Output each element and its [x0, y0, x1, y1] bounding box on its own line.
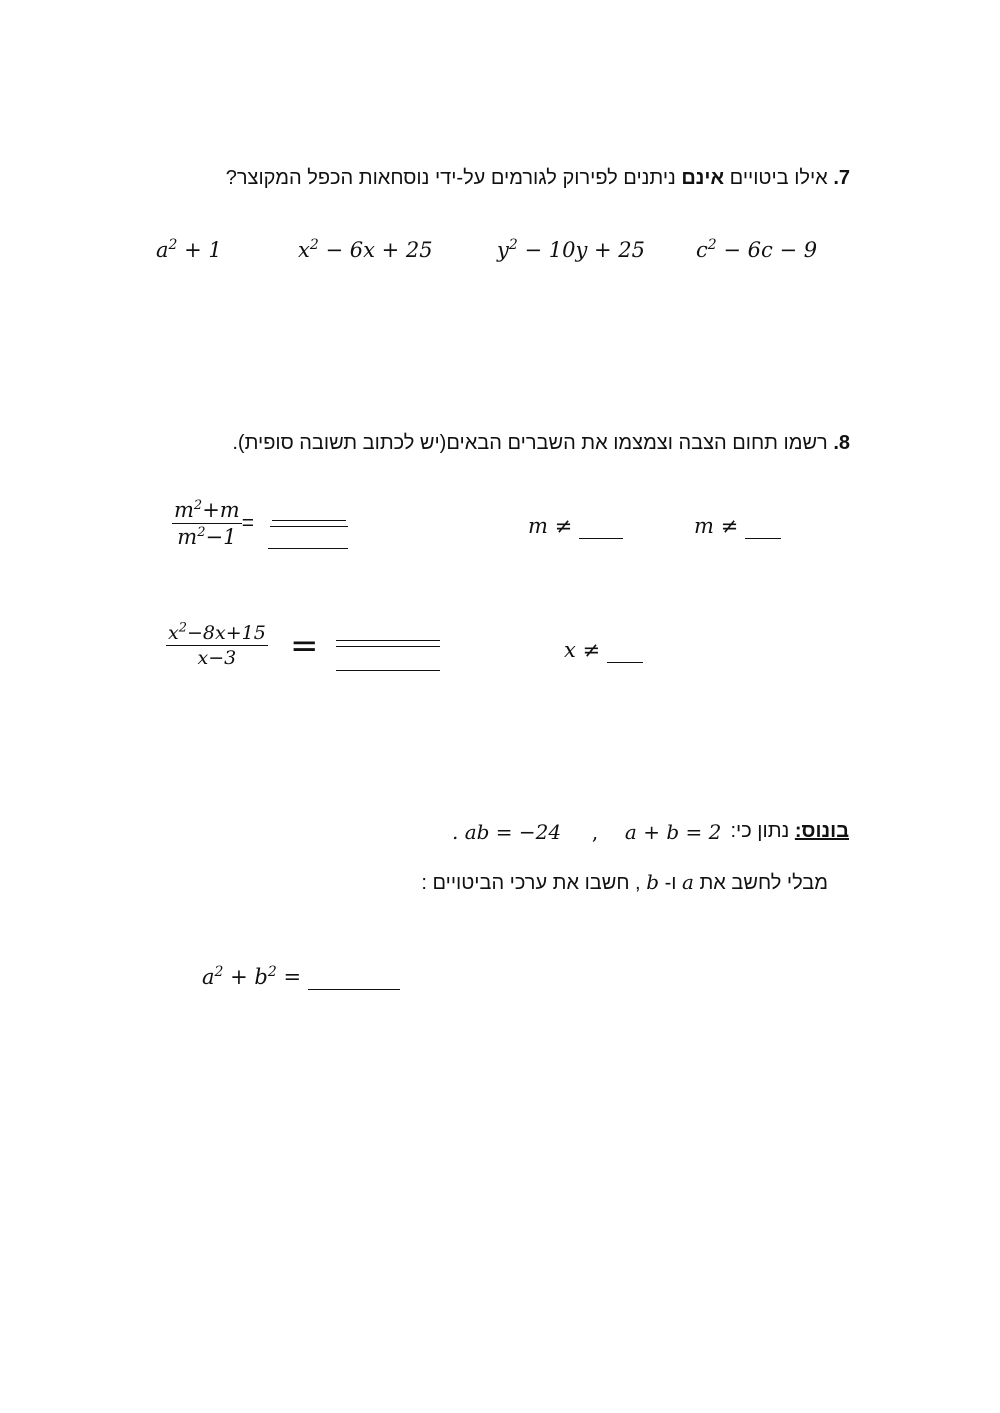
q8-prompt [232, 432, 850, 455]
fraction-2-answer-line [336, 646, 440, 647]
q7-text-bold: אינם [681, 167, 725, 189]
q7-text-after: ניתנים לפירוק לגורמים על-ידי נוסחאות הכפל המקוצר? [225, 167, 676, 189]
fraction-2-answer-denominator-blank[interactable] [336, 670, 440, 671]
bonus-separator: , [591, 820, 599, 844]
bonus-given-line [731, 820, 850, 843]
fraction-1-answer-denominator-blank[interactable] [268, 548, 348, 549]
bonus-equations [452, 820, 721, 844]
fraction-2-answer-numerator-blank[interactable] [336, 640, 440, 641]
q7-number: 7. [833, 167, 850, 189]
fraction-2-expression: $\frac{x^2-8x+15}{x-3}$ [168, 620, 266, 669]
fraction-1-expression: $\frac{m^2+m}{m^2-1}$ [174, 498, 240, 549]
q8-fraction-2 [166, 622, 268, 669]
domain-1a: m ≠ [528, 514, 623, 539]
bonus-given-text: נתון כי: [730, 820, 790, 842]
domain-2-blank[interactable] [607, 638, 643, 663]
fraction-1-equals: = [241, 511, 254, 535]
bonus-eq2: . ab = −24 [452, 820, 562, 844]
domain-1a-blank[interactable] [579, 514, 623, 539]
q7-expression-1: $a^2 + 1$ [156, 237, 222, 262]
bonus-answer-blank[interactable] [308, 965, 400, 990]
q7-prompt [226, 167, 850, 190]
bonus-label: בונוס: [794, 820, 849, 842]
q8-fraction-1 [172, 498, 254, 549]
q7-text-before: אילו ביטויים [729, 167, 828, 189]
q7-expression-4: $c^2 - 6c - 9$ [696, 237, 818, 262]
bonus-expression: $a^2 + b^2$ = [202, 965, 400, 990]
q8-text: רשמו תחום הצבה וצמצמו את השברים הבאים(יש לכתוב תשובה סופית). [232, 432, 828, 454]
fraction-2-equals: = [290, 626, 319, 666]
q8-number: 8. [833, 432, 850, 454]
fraction-1-answer-numerator-blank[interactable] [272, 520, 346, 521]
domain-1b-blank[interactable] [745, 514, 781, 539]
q7-expression-3: $y^2 - 10y + 25$ [497, 237, 646, 262]
fraction-1-answer-line [270, 526, 348, 527]
domain-2: x ≠ [564, 638, 643, 663]
bonus-var-b: b [646, 870, 659, 894]
bonus-instruction: מבלי לחשב את a ו- b , חשבו את ערכי הביטויים : [421, 870, 828, 894]
q7-expression-2: $x^2 - 6x + 25$ [298, 237, 433, 262]
bonus-eq1: a + b = 2 [624, 820, 722, 844]
bonus-var-a: a [681, 870, 694, 894]
domain-1b: m ≠ [694, 514, 781, 539]
